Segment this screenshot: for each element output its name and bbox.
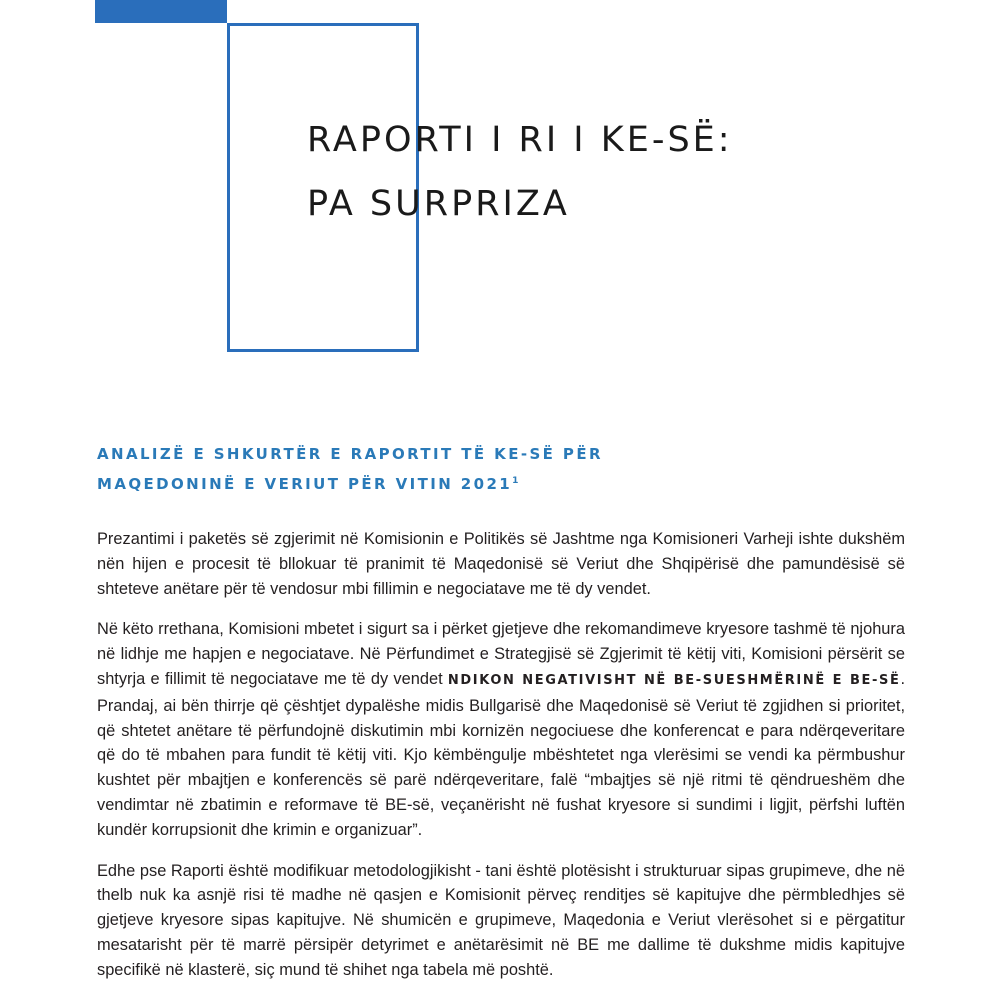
- title-line-1: RAPORTI I RI I KE-SË:: [307, 120, 733, 160]
- body-text: [97, 527, 905, 999]
- paragraph-1: Prezantimi i paketës së zgjerimit në Komisionin e Politikës së Jashtme nga Komisioneri Varheji ishte dukshëm nën hijen e procesit të bllokuar të pranimit të Maqedonisë së Veriut dhe Shqipërisë dhe pamundësisë së shteteve anëtare për të vendosur mbi fillimin e negociatave me të dy vendet.: [97, 530, 905, 598]
- header-accent-bar: [95, 0, 227, 23]
- paragraph-3: Edhe pse Raporti është modifikuar metodologjikisht - tani është plotësisht i strukturuar sipas grupimeve, dhe në thelb nuk ka asnjë risi të madhe në qasjen e Komisionit përveç renditjes së kapitujve dhe përmbledhjes së gjetjeve kryesore sipas kapitujve. Në shumicën e grupimeve, Maqedonia e Veriut vlerësohet si e përgatitur mesatarisht për të marrë përsipër detyrimet e anëtarësimit në BE me dallime të dukshme midis kapitujve specifikë në klasterë, siç mund të shihet nga tabela më poshtë.: [97, 861, 905, 979]
- subtitle-line-2-text: MAQEDONINË E VERIUT PËR VITIN 2021: [97, 475, 513, 493]
- section-subtitle: [97, 441, 603, 498]
- subtitle-line-1: ANALIZË E SHKURTËR E RAPORTIT TË KE-SË PËR: [97, 445, 603, 463]
- subtitle-line-2: [97, 468, 603, 498]
- title-line-2: PA SURPRIZA: [307, 184, 570, 224]
- footnote-marker[interactable]: 1: [512, 476, 519, 486]
- paragraph-2-start: Në këto rrethana, Komisioni mbetet i sigurt sa i përket gjetjeve dhe rekomandimeve kryesore tashmë të njohura në lidhje me hapjen e negociatave. Në Përfundimet e Strategjisë së Zgjerimit të këtij viti, Komisioni përsërit se shtyrja e fillimit të negociatave me të dy vendet: [97, 620, 905, 688]
- paragraph-2: [97, 617, 905, 842]
- paragraph-2-end: . Prandaj, ai bën thirrje që çështjet dypalëshe midis Bullgarisë dhe Maqedonisë së Veriut të zgjidhen si prioritet, që shtetet anëtare të përfundojnë diskutimin mbi kornizën negociuese dhe konferencat e para ndërqeveritare që do të mbahen para fundit të këtij viti. Kjo këmbëngulje mbështetet nga vlerësimi se vendi ka përmbushur kushtet për mbajtjen e konferencës së parë ndërqeveritare, falë “mbajtjes së një ritmi të qëndrueshëm dhe vendimtar në zbatimin e reformave të BE-së, veçanërisht në fushat kryesore si sundimi i ligjit, përfshi luftën kundër korrupsionit dhe krimin e organizuar”.: [97, 669, 905, 839]
- paragraph-2-emphasis: NDIKON NEGATIVISHT NË BE-SUESHMËRINË E BE-SË: [447, 672, 901, 688]
- page-title: [307, 108, 733, 236]
